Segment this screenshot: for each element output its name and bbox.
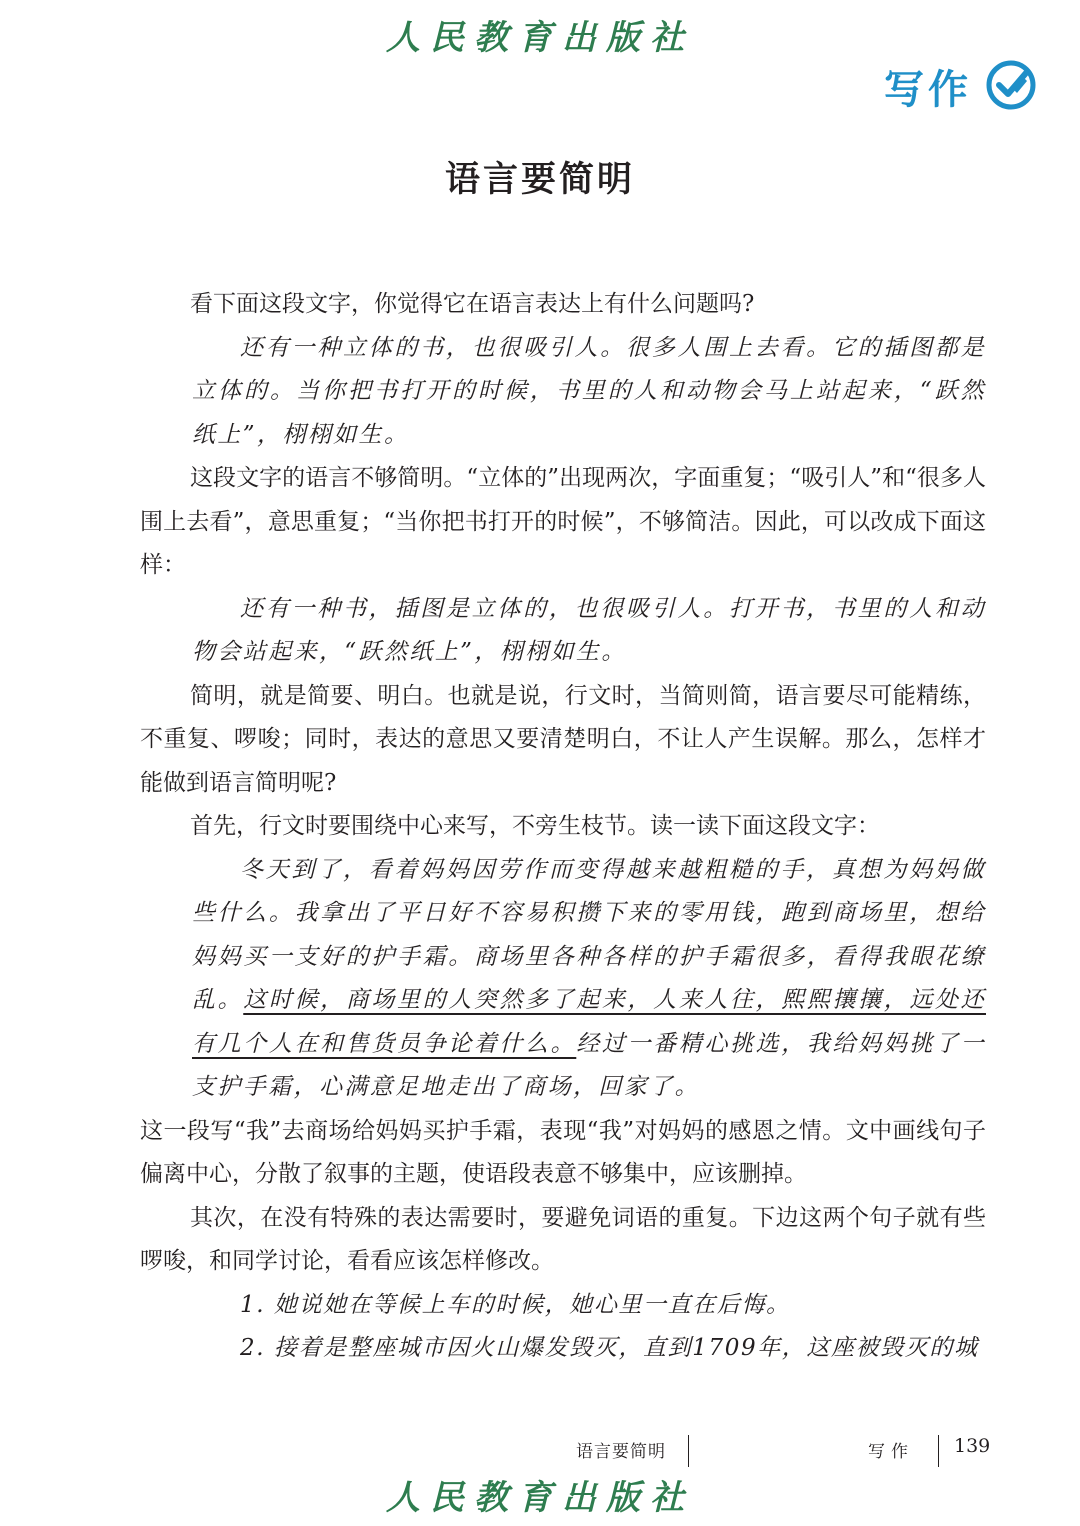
publisher-watermark-top: 人民教育出版社 xyxy=(386,18,694,58)
exercise-item-1: 1. 她说她在等候上车的时候，她心里一直在后悔。 xyxy=(240,1291,791,1318)
paragraph-analysis: 这段文字的语言不够简明。“立体的”出现两次，字面重复；“吸引人”和“很多人围上去看”，意思重复；“当你把书打开的时候”，不够简洁。因此，可以改成下面这样： xyxy=(140,465,986,578)
page-number: 139 xyxy=(954,1435,991,1457)
section-tag xyxy=(884,58,1036,115)
check-pen-icon xyxy=(986,60,1036,114)
paragraph-definition: 简明，就是简要、明白。也就是说，行文时，当简则简，语言要尽可能精练，不重复、啰唆；同时，表达的意思又要清楚明白，不让人产生误解。那么，怎样才能做到语言简明呢? xyxy=(140,682,986,796)
section-label: 写作 xyxy=(884,67,972,113)
footer-divider xyxy=(938,1435,939,1467)
sample-text-after: 经过一番精心挑选，我给妈妈挑了一支护手霜，心满意足地走出了商场，回家了。 xyxy=(192,1030,986,1100)
body-text xyxy=(140,283,986,1371)
paragraph-first-point: 首先，行文时要围绕中心来写，不旁生枝节。读一读下面这段文字： xyxy=(190,813,880,839)
sample-passage-original: 还有一种立体的书，也很吸引人。很多人围上去看。它的插图都是立体的。当你把书打开的时候，书里的人和动物会马上站起来，“跃然纸上”，栩栩如生。 xyxy=(192,334,986,448)
exercise-item-2: 2. 接着是整座城市因火山爆发毁灭，直到1709年，这座被毁灭的城 xyxy=(240,1335,979,1361)
paragraph-intro: 看下面这段文字，你觉得它在语言表达上有什么问题吗? xyxy=(190,291,755,317)
footer-section-name: 写作 xyxy=(868,1442,914,1462)
page-title: 语言要简明 xyxy=(444,160,635,200)
footer-divider xyxy=(688,1435,689,1467)
publisher-watermark-bottom: 人民教育出版社 xyxy=(386,1478,694,1518)
footer-chapter-title: 语言要简明 xyxy=(576,1442,666,1462)
sample-passage-revised: 还有一种书，插图是立体的，也很吸引人。打开书，书里的人和动物会站起来，“跃然纸上”，栩栩如生。 xyxy=(192,595,986,665)
page-footer xyxy=(0,1433,1080,1473)
sample-passage-handcream xyxy=(192,849,986,1110)
paragraph-explanation: 这一段写“我”去商场给妈妈买护手霜，表现“我”对妈妈的感恩之情。文中画线句子偏离中心，分散了叙事的主题，使语段表意不够集中，应该删掉。 xyxy=(140,1117,986,1187)
underlined-sentence: 这时候，商场里的人突然多了起来，人来人往，熙熙攘攘，远处还有几个人在和售货员争论着什么。 xyxy=(192,987,986,1057)
paragraph-second-point: 其次，在没有特殊的表达需要时，要避免词语的重复。下边这两个句子就有些啰唆，和同学讨论，看看应该怎样修改。 xyxy=(140,1204,986,1274)
sample-text-before: 冬天到了，看着妈妈因劳作而变得越来越粗糙的手，真想为妈妈做些什么。我拿出了平日好不容易积攒下来的零用钱，跑到商场里，想给妈妈买一支好的护手霜。商场里各种各样的护手霜很多，看得我眼花缭乱。 xyxy=(192,856,986,1013)
